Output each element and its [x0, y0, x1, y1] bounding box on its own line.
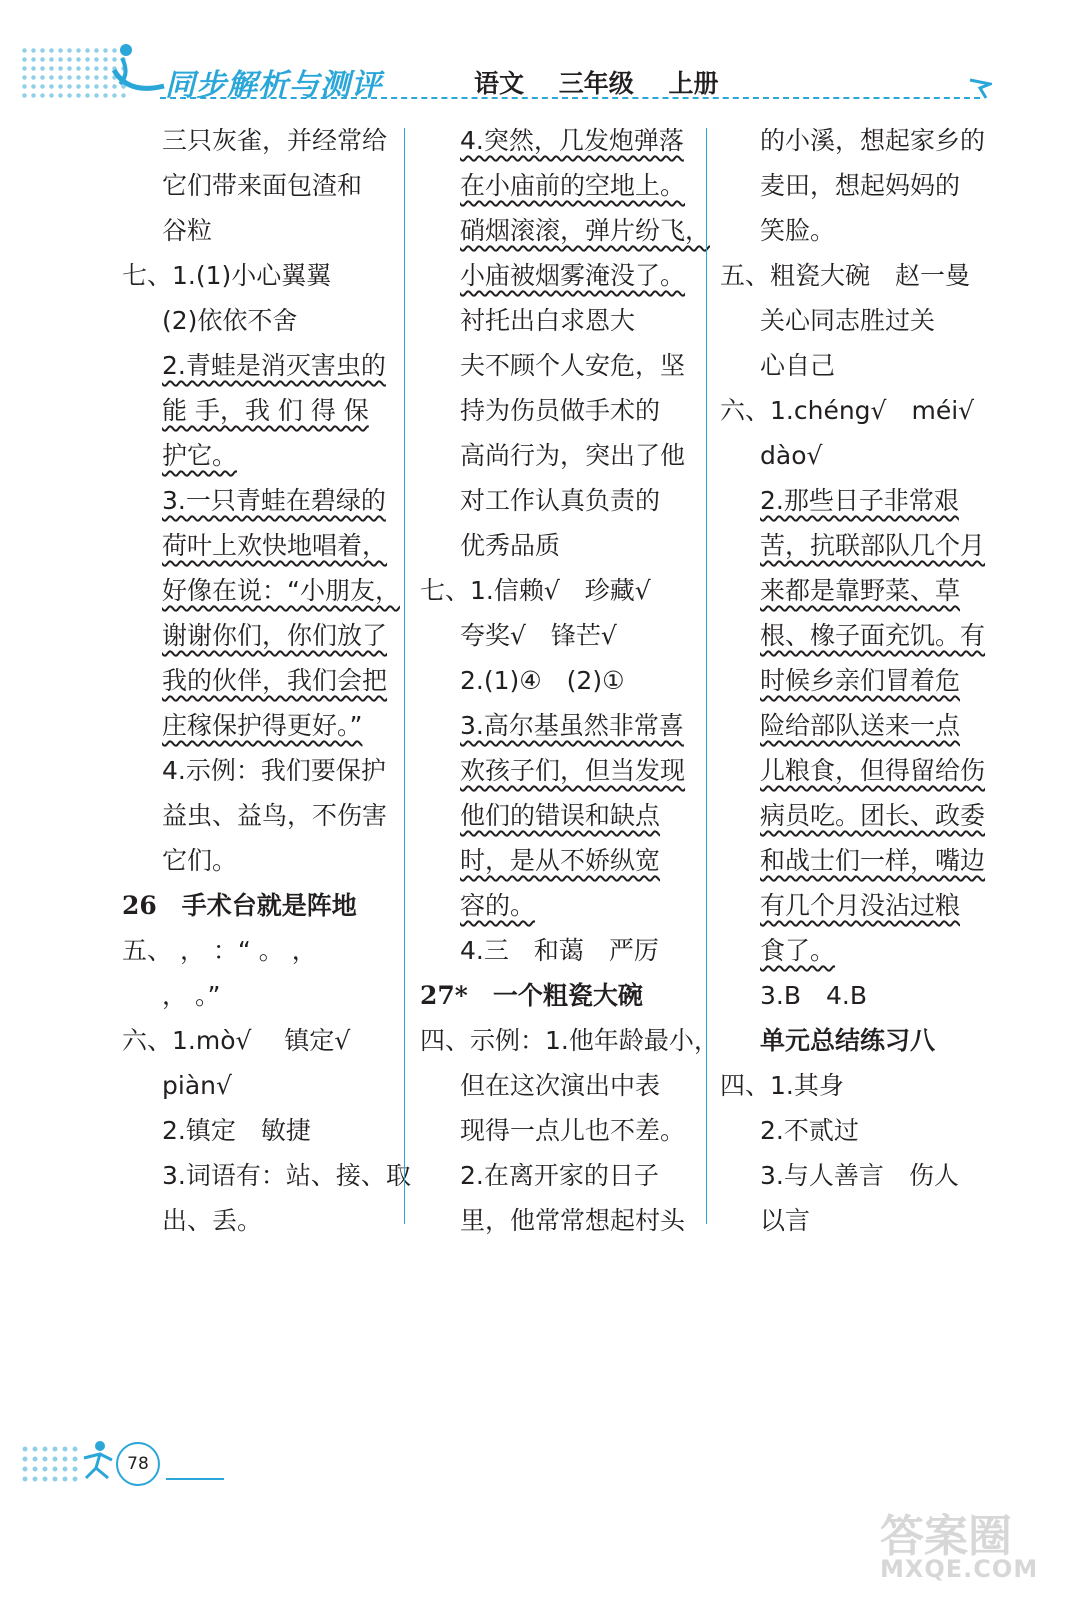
answer-line	[122, 1153, 411, 1198]
answer-line	[122, 253, 402, 298]
answer-text: 六、1.chéng√ méi√	[720, 396, 975, 425]
answer-text: 2.不贰过	[760, 1116, 859, 1145]
answer-line	[420, 163, 700, 208]
answer-column-1	[122, 118, 411, 1243]
answer-line	[720, 613, 1000, 658]
answer-text: 2.镇定 敏捷	[162, 1116, 311, 1145]
answer-text: 硝烟滚滚，弹片纷飞，	[460, 216, 711, 245]
answer-text: 五、粗瓷大碗 赵一曼	[720, 261, 971, 290]
answer-column-2	[420, 118, 719, 1243]
subject-label: 语文	[474, 69, 525, 98]
answer-line	[420, 973, 700, 1018]
answer-line	[122, 613, 402, 658]
answer-text: 苦，抗联部队几个月	[760, 531, 986, 560]
answer-text: 它们带来面包渣和	[162, 171, 363, 200]
grade-label: 三年级	[558, 69, 634, 98]
answer-text: 以言	[760, 1206, 811, 1235]
header-rule	[160, 97, 980, 99]
swoosh-logo-icon	[108, 40, 168, 100]
answer-text: 三只灰雀，并经常给	[162, 126, 388, 155]
volume-label: 上册	[668, 69, 719, 98]
answer-line	[720, 118, 1000, 163]
answer-line	[420, 1063, 700, 1108]
answer-text: 五、 ， ：“ 。 ，	[122, 936, 317, 965]
answer-line	[420, 883, 700, 928]
answer-text: 3.词语有：站、接、取	[162, 1161, 411, 1190]
answer-text: 高尚行为，突出了他	[460, 441, 686, 470]
answer-line	[420, 118, 700, 163]
answer-text: 3.一只青蛙在碧绿的	[162, 486, 386, 515]
answer-text: 庄稼保护得更好。”	[162, 711, 363, 740]
answer-text: (2)依依不舍	[162, 306, 298, 335]
answer-text: 护它。	[162, 441, 238, 470]
answer-line	[720, 703, 1000, 748]
answer-text: 在小庙前的空地上。	[460, 171, 686, 200]
answer-line	[420, 1018, 719, 1063]
answer-line	[420, 388, 700, 433]
answer-text: dào√	[760, 441, 823, 470]
answer-text: 他们的错误和缺点	[460, 801, 661, 830]
answer-text: 但在这次演出中表	[460, 1071, 661, 1100]
answer-line	[420, 1198, 700, 1243]
answer-line	[122, 658, 402, 703]
answer-line	[420, 793, 700, 838]
answer-line	[420, 568, 700, 613]
answer-line	[122, 388, 402, 433]
answer-line	[420, 838, 700, 883]
answer-line	[122, 163, 402, 208]
answer-text: 里，他常常想起村头	[460, 1206, 686, 1235]
answer-line	[420, 748, 700, 793]
answer-line	[420, 928, 700, 973]
answer-line	[122, 208, 402, 253]
answer-text: 2.在离开家的日子	[460, 1161, 659, 1190]
answer-line	[720, 883, 1000, 928]
answer-line	[122, 478, 402, 523]
answer-line	[420, 343, 700, 388]
subject-info	[474, 64, 744, 100]
answer-line	[420, 613, 700, 658]
answer-line	[122, 1018, 402, 1063]
answer-line	[122, 973, 402, 1018]
answer-line	[720, 748, 1000, 793]
answer-line	[122, 298, 402, 343]
answer-line	[720, 973, 1000, 1018]
answer-text: 3.高尔基虽然非常喜	[460, 711, 684, 740]
answer-line	[122, 343, 402, 388]
answer-line	[720, 1153, 1000, 1198]
answer-line	[720, 1063, 1000, 1108]
answer-line	[420, 208, 711, 253]
column-divider	[706, 128, 707, 1224]
answer-line	[420, 703, 700, 748]
answer-text: 笑脸。	[760, 216, 836, 245]
answer-text: 谷粒	[162, 216, 213, 245]
answer-line	[720, 478, 1000, 523]
answer-line	[122, 568, 402, 613]
answer-text: 27* 一个粗瓷大碗	[420, 981, 643, 1010]
answer-line	[720, 1108, 1000, 1153]
answer-text: 夫不顾个人安危，坚	[460, 351, 686, 380]
answer-text: 2.那些日子非常艰	[760, 486, 959, 515]
answer-line	[720, 928, 1000, 973]
answer-line	[420, 253, 700, 298]
watermark-url: MXQE.COM	[880, 1555, 1039, 1583]
answer-text: 夸奖√ 锋芒√	[460, 621, 617, 650]
answer-line	[720, 253, 1000, 298]
answer-line	[122, 1108, 402, 1153]
answer-line	[720, 1018, 1000, 1063]
answer-text: 关心同志胜过关	[760, 306, 936, 335]
answer-line	[720, 793, 1000, 838]
answer-line	[420, 1108, 700, 1153]
answer-text: 病员吃。团长、政委	[760, 801, 986, 830]
answer-line	[122, 523, 402, 568]
answer-text: 麦田，想起妈妈的	[760, 171, 961, 200]
answer-text: 食了。	[760, 936, 836, 965]
answer-text: 现得一点儿也不差。	[460, 1116, 686, 1145]
answer-text: 对工作认真负责的	[460, 486, 661, 515]
answer-text: 3.与人善言 伤人	[760, 1161, 959, 1190]
answer-text: 4.突然，几发炮弹落	[460, 126, 684, 155]
answer-column-3	[720, 118, 1000, 1243]
answer-text: 儿粮食，但得留给伤	[760, 756, 986, 785]
answer-text: 七、1.信赖√ 珍藏√	[420, 576, 651, 605]
answer-text: 时，是从不娇纵宽	[460, 846, 661, 875]
answer-text: 优秀品质	[460, 531, 561, 560]
page-number: 78	[116, 1442, 160, 1486]
column-divider	[404, 128, 405, 1224]
answer-text: 的小溪，想起家乡的	[760, 126, 986, 155]
answer-line	[720, 343, 1000, 388]
answer-line	[122, 1198, 402, 1243]
answer-text: 欢孩子们，但当发现	[460, 756, 686, 785]
answer-line	[122, 1063, 402, 1108]
answer-text: 持为伤员做手术的	[460, 396, 661, 425]
answer-line	[420, 1153, 700, 1198]
answer-text: 心自己	[760, 351, 836, 380]
answer-text: 七、1.(1)小心翼翼	[122, 261, 332, 290]
answer-text: 我的伙伴，我们会把	[162, 666, 388, 695]
answer-line	[420, 658, 700, 703]
answer-text: ， 。”	[162, 981, 221, 1010]
answer-line	[420, 478, 700, 523]
answer-text: 单元总结练习八	[760, 1026, 936, 1055]
answer-text: 四、示例：1.他年龄最小，	[420, 1026, 719, 1055]
answer-text: 出、丢。	[162, 1206, 263, 1235]
watermark-logo: 答案圈	[880, 1511, 1012, 1562]
answer-text: 益虫、益鸟，不伤害	[162, 801, 388, 830]
brand-title: 同步解析与测评	[165, 68, 382, 103]
answer-line	[720, 208, 1000, 253]
answer-line	[122, 118, 402, 163]
footer-rule	[166, 1478, 224, 1480]
answer-text: 小庙被烟雾淹没了。	[460, 261, 686, 290]
answer-text: 荷叶上欢快地唱着，	[162, 531, 388, 560]
answer-line	[720, 298, 1000, 343]
answer-text: piàn√	[162, 1071, 232, 1100]
answer-line	[420, 433, 700, 478]
answer-text: 根、橡子面充饥。有	[760, 621, 986, 650]
answer-text: 2.(1)④ (2)①	[460, 666, 625, 695]
answer-line	[720, 163, 1000, 208]
answer-text: 衬托出白求恩大	[460, 306, 636, 335]
answer-line	[720, 523, 1000, 568]
answer-line	[122, 748, 402, 793]
answer-line	[122, 793, 402, 838]
answer-line	[420, 523, 700, 568]
answer-line	[720, 433, 1000, 478]
answer-text: 六、1.mò√ 镇定√	[122, 1026, 351, 1055]
answer-text: 2.青蛙是消灭害虫的	[162, 351, 386, 380]
footer-dot-pattern	[20, 1444, 78, 1482]
answer-text: 3.B 4.B	[760, 981, 868, 1010]
answer-text: 4.三 和蔼 严厉	[460, 936, 659, 965]
answer-line	[122, 703, 402, 748]
corner-arrow-icon	[968, 76, 992, 100]
answer-text: 4.示例：我们要保护	[162, 756, 386, 785]
answer-line	[122, 883, 402, 928]
answer-text: 能 手，我 们 得 保	[162, 396, 369, 425]
answer-line	[720, 388, 1000, 433]
answer-text: 有几个月没沾过粮	[760, 891, 961, 920]
answer-text: 26 手术台就是阵地	[122, 891, 357, 920]
answer-line	[420, 298, 700, 343]
answer-line	[720, 568, 1000, 613]
answer-line	[720, 838, 1000, 883]
answer-text: 谢谢你们，你们放了	[162, 621, 388, 650]
answer-line	[122, 433, 402, 478]
answer-text: 和战士们一样，嘴边	[760, 846, 986, 875]
answer-text: 险给部队送来一点	[760, 711, 961, 740]
answer-text: 容的。	[460, 891, 536, 920]
answer-line	[720, 658, 1000, 703]
runner-icon	[80, 1438, 116, 1482]
answer-line	[720, 1198, 1000, 1243]
answer-text: 来都是靠野菜、草	[760, 576, 961, 605]
answer-line	[122, 838, 402, 883]
answer-text: 好像在说：“小朋友，	[162, 576, 400, 605]
page-header	[0, 0, 1072, 110]
answer-text: 它们。	[162, 846, 238, 875]
answer-text: 时候乡亲们冒着危	[760, 666, 961, 695]
answer-line	[122, 928, 402, 973]
answer-text: 四、1.其身	[720, 1071, 844, 1100]
